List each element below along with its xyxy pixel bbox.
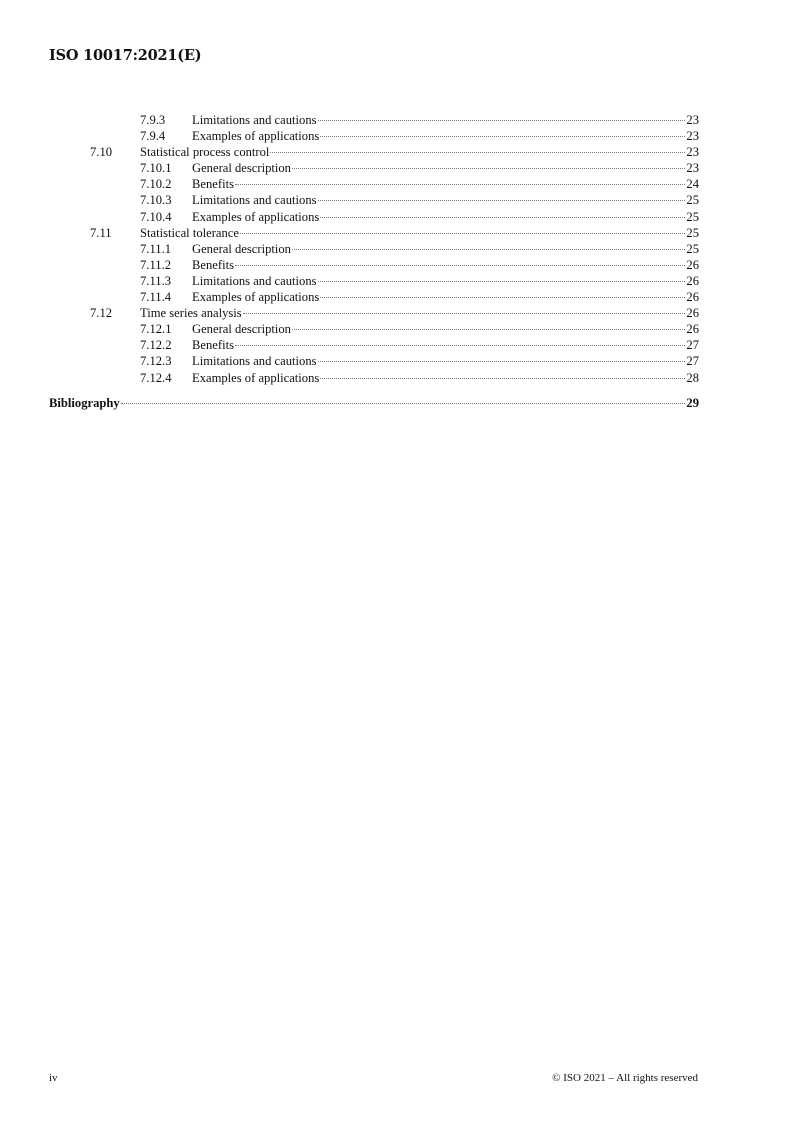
toc-entry-title: Statistical process control <box>140 145 270 160</box>
toc-entry-page: 26 <box>686 273 699 288</box>
toc-entry-page: 25 <box>686 225 699 240</box>
dot-leader <box>121 403 686 404</box>
toc-entry-title: Limitations and cautions <box>192 273 317 288</box>
toc-entry[interactable] <box>49 209 699 225</box>
toc-entry-title: General description <box>192 161 291 176</box>
dot-leader <box>240 233 685 234</box>
dot-leader <box>292 329 685 330</box>
toc-entry-number: 7.9.3 <box>140 113 166 127</box>
footer-page-number: iv <box>49 1072 58 1084</box>
toc-entry[interactable] <box>49 353 699 369</box>
footer-copyright: © ISO 2021 – All rights reserved <box>552 1072 698 1084</box>
toc-entry-number: 7.11.3 <box>140 273 172 288</box>
toc-entry-page: 26 <box>686 306 699 321</box>
toc-entry-page: 25 <box>686 241 699 256</box>
toc-entry-number: 7.12.3 <box>140 354 172 369</box>
dot-leader <box>318 200 686 201</box>
toc-entry-page: 29 <box>686 395 699 410</box>
toc-entry-number: 7.11 <box>90 225 112 240</box>
toc-entry[interactable] <box>49 112 699 128</box>
toc-entry-page: 26 <box>686 290 699 305</box>
toc-entry-page: 23 <box>686 145 699 160</box>
toc-entry[interactable] <box>49 321 699 337</box>
toc-entry-title: Benefits <box>192 257 234 272</box>
toc-entry[interactable] <box>49 289 699 305</box>
dot-leader <box>320 136 685 137</box>
toc-entry-page: 27 <box>686 338 699 353</box>
toc-entry-page: 27 <box>686 354 699 369</box>
dot-leader <box>292 249 685 250</box>
toc-entry-page: 23 <box>686 129 699 144</box>
dot-leader <box>320 217 685 218</box>
document-id-header: ISO 10017:2021(E) <box>49 47 202 64</box>
toc-entry-page: 26 <box>686 322 699 337</box>
toc-entry-bibliography[interactable] <box>49 395 699 411</box>
toc-entry-page: 25 <box>686 193 699 208</box>
toc-entry-number: 7.10.2 <box>140 177 172 192</box>
toc-entry-page: 26 <box>686 257 699 272</box>
toc-entry-title: Statistical tolerance <box>140 225 239 240</box>
toc-entry-title: Examples of applications <box>192 129 320 144</box>
dot-leader <box>320 378 685 379</box>
toc-entry-number: 7.11.1 <box>140 241 172 256</box>
toc-entry-number: 7.10.1 <box>140 161 172 176</box>
toc-entry-number: 7.12 <box>90 306 113 321</box>
toc-entry[interactable] <box>49 273 699 289</box>
dot-leader <box>318 120 686 121</box>
dot-leader <box>243 313 686 314</box>
toc-entry-number: 7.10 <box>90 145 113 160</box>
toc-entry-title: Limitations and cautions <box>192 354 317 369</box>
toc-entry-title: Benefits <box>192 338 234 353</box>
toc-entry-title: Examples of applications <box>192 370 320 385</box>
toc-entry[interactable] <box>49 225 699 241</box>
dot-leader <box>320 297 685 298</box>
toc-entry-page: 28 <box>686 370 699 385</box>
toc-entry-title: General description <box>192 241 291 256</box>
toc-entry-number: 7.12.1 <box>140 322 172 337</box>
toc-entry-page: 23 <box>686 161 699 176</box>
toc-entry-title: Time series analysis <box>140 306 242 321</box>
dot-leader <box>318 361 686 362</box>
toc-entry[interactable] <box>49 305 699 321</box>
toc-entry[interactable] <box>49 257 699 273</box>
toc-entry[interactable] <box>49 160 699 176</box>
toc-entry-number: 7.12.2 <box>140 338 172 353</box>
toc-entry-number: 7.9.4 <box>140 129 166 144</box>
dot-leader <box>235 184 685 185</box>
toc-entry-number: 7.11.4 <box>140 290 172 305</box>
toc-entry-title: Examples of applications <box>192 290 320 305</box>
toc-entry-title: Bibliography <box>49 395 120 410</box>
toc-entry-title: General description <box>192 322 291 337</box>
toc-entry-number: 7.12.4 <box>140 370 172 385</box>
toc-entry-number: 7.10.4 <box>140 209 172 224</box>
toc-entry-title: Limitations and cautions <box>192 193 317 208</box>
dot-leader <box>270 152 685 153</box>
toc-entry-page: 24 <box>686 177 699 192</box>
dot-leader <box>235 345 685 346</box>
toc-entry[interactable] <box>49 192 699 208</box>
dot-leader <box>318 281 686 282</box>
toc-entry-title: Examples of applications <box>192 209 320 224</box>
table-of-contents <box>49 112 699 411</box>
toc-entry[interactable] <box>49 370 699 386</box>
dot-leader <box>292 168 685 169</box>
toc-entry[interactable] <box>49 128 699 144</box>
toc-entry-title: Benefits <box>192 177 234 192</box>
toc-entry[interactable] <box>49 144 699 160</box>
toc-entry[interactable] <box>49 241 699 257</box>
toc-entry[interactable] <box>49 337 699 353</box>
dot-leader <box>235 265 685 266</box>
toc-entry-number: 7.10.3 <box>140 193 172 208</box>
toc-entry-title: Limitations and cautions <box>192 113 317 127</box>
toc-entry-page: 25 <box>686 209 699 224</box>
toc-entry-page: 23 <box>686 113 699 127</box>
toc-entry-number: 7.11.2 <box>140 257 172 272</box>
toc-entry[interactable] <box>49 176 699 192</box>
